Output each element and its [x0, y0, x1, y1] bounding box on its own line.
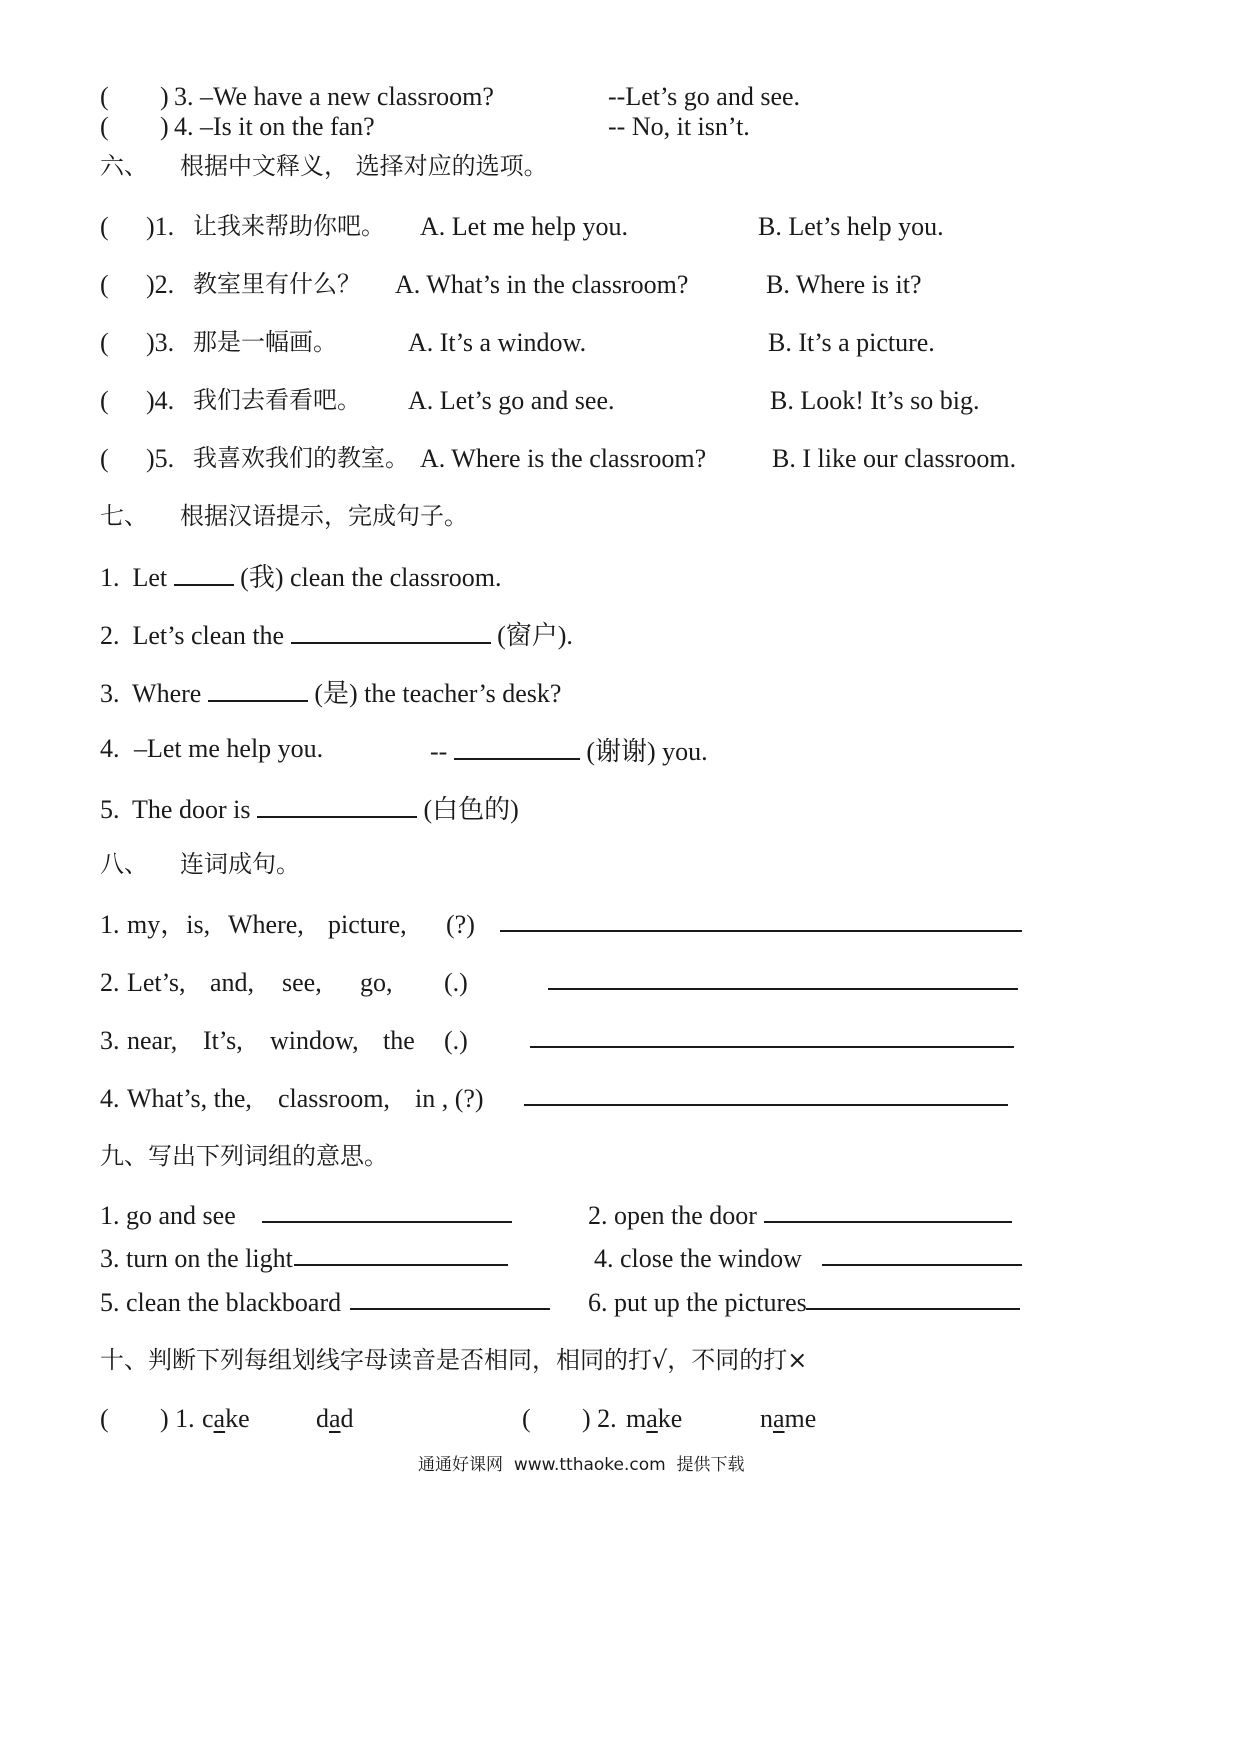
phrase: 2. open the door	[588, 1201, 757, 1230]
sentence-end: the teacher’s desk?	[364, 679, 562, 708]
chinese-hint: (我)	[240, 563, 284, 592]
item-number: )3.	[146, 328, 175, 357]
word: Where,	[228, 910, 304, 939]
chinese-prompt: 让我来帮助你吧。	[193, 212, 385, 240]
sentence-start: Let’s clean the	[132, 621, 285, 650]
section7-heading: 根据汉语提示，完成句子。	[180, 502, 468, 530]
letters: c	[202, 1404, 214, 1433]
item-number: 4.	[100, 1084, 120, 1113]
fill-blank[interactable]	[454, 736, 580, 760]
fill-blank[interactable]	[291, 620, 491, 644]
fill-blank[interactable]	[208, 678, 308, 702]
item-number: 1.	[100, 563, 120, 592]
underlined-letter: a	[646, 1404, 658, 1433]
section9-heading: 九、写出下列词组的意思。	[100, 1142, 388, 1170]
page-footer	[418, 1457, 745, 1474]
word-1	[626, 1406, 682, 1432]
item-number: 1.	[100, 910, 120, 939]
answer-paren[interactable]: (	[100, 386, 109, 415]
footer-url[interactable]: www.tthaoke.com	[513, 1455, 666, 1475]
item-number: 3.	[174, 82, 194, 111]
option-a: A. Where is the classroom?	[420, 444, 707, 473]
option-a: A. Let’s go and see.	[408, 386, 615, 415]
section6-heading: 根据中文释义， 选择对应的选项。	[180, 152, 548, 180]
answer-line[interactable]	[262, 1221, 512, 1223]
answer-line[interactable]	[806, 1308, 1020, 1310]
question-text: –Is it on the fan?	[200, 112, 375, 141]
footer-site-name: 通通好课网	[418, 1455, 503, 1475]
item-number: 2.	[100, 968, 120, 997]
item-number: 5.	[100, 795, 120, 824]
word: in , (?)	[415, 1084, 484, 1113]
letters: d	[316, 1404, 329, 1433]
answer-paren[interactable]: (	[100, 328, 109, 357]
word: near,	[127, 1026, 178, 1055]
letters: m	[626, 1404, 647, 1433]
word: see,	[282, 968, 322, 997]
chinese-hint: (谢谢)	[586, 737, 656, 766]
option-a: A. What’s in the classroom?	[395, 270, 689, 299]
phrase: 1. go and see	[100, 1201, 236, 1230]
section7-item-5	[100, 794, 519, 823]
answer-line[interactable]	[524, 1104, 1008, 1106]
sentence-start: Where	[132, 679, 202, 708]
item-number: 3.	[100, 679, 120, 708]
item-number: 3.	[100, 1026, 120, 1055]
option-b: B. It’s a picture.	[768, 328, 935, 357]
chinese-hint: (白色的)	[423, 795, 519, 824]
answer-line[interactable]	[822, 1264, 1022, 1266]
section7-item-3	[100, 678, 561, 707]
item-number: )4.	[146, 386, 175, 415]
sentence-start: The door is	[132, 795, 251, 824]
answer-paren[interactable]: (	[100, 444, 109, 473]
question-text: –We have a new classroom?	[200, 82, 494, 111]
word: (.)	[444, 1026, 468, 1055]
phrase: 6. put up the pictures	[588, 1288, 807, 1317]
answer-text: --Let’s go and see.	[608, 82, 801, 111]
word-2	[760, 1406, 816, 1432]
option-b: B. Let’s help you.	[758, 212, 944, 241]
fill-blank[interactable]	[174, 562, 234, 586]
item-number: 4.	[100, 734, 120, 763]
section7-number: 七、	[100, 502, 148, 530]
section7-item-1	[100, 562, 502, 591]
letters: ke	[657, 1404, 683, 1433]
underlined-letter: a	[773, 1404, 785, 1433]
chinese-prompt: 我们去看看吧。	[193, 386, 361, 414]
word: my，is,	[127, 910, 211, 939]
chinese-prompt: 教室里有什么？	[193, 270, 361, 298]
answer-paren-close: )	[160, 112, 169, 141]
answer-line[interactable]	[350, 1308, 550, 1310]
dash: --	[430, 737, 448, 766]
word-2	[316, 1406, 354, 1432]
item-number: ) 2.	[582, 1404, 617, 1433]
section8-heading: 连词成句。	[180, 850, 300, 878]
section7-item-2	[100, 620, 573, 649]
option-b: B. I like our classroom.	[772, 444, 1017, 473]
word-1	[202, 1406, 250, 1432]
chinese-prompt: 我喜欢我们的教室。	[193, 444, 409, 472]
answer-paren-close: )	[160, 82, 169, 111]
word: the	[383, 1026, 415, 1055]
sentence-end: you.	[662, 737, 708, 766]
item-number: ) 1.	[160, 1404, 195, 1433]
phrase: 3. turn on the light	[100, 1244, 293, 1273]
letters: n	[760, 1404, 773, 1433]
sentence-start: –Let me help you.	[134, 734, 324, 763]
word: What’s, the,	[127, 1084, 252, 1113]
section6-number: 六、	[100, 152, 148, 180]
item-number: )1.	[146, 212, 175, 241]
answer-paren-open[interactable]: (	[100, 82, 109, 111]
word: go,	[360, 968, 393, 997]
footer-suffix: 提供下载	[676, 1455, 745, 1475]
answer-paren[interactable]: (	[100, 270, 109, 299]
phrase: 5. clean the blackboard	[100, 1288, 342, 1317]
chinese-prompt: 那是一幅画。	[193, 328, 337, 356]
item-number: )2.	[146, 270, 175, 299]
answer-paren[interactable]: (	[522, 1404, 531, 1433]
word: (.)	[444, 968, 468, 997]
word: classroom,	[278, 1084, 390, 1113]
word: (?)	[446, 910, 475, 939]
word: window,	[270, 1026, 359, 1055]
chinese-hint: (窗户).	[497, 621, 573, 650]
word: It’s,	[203, 1026, 243, 1055]
answer-paren[interactable]: (	[100, 1404, 109, 1433]
word: Let’s,	[127, 968, 186, 997]
answer-line[interactable]	[530, 1046, 1014, 1048]
option-a: A. Let me help you.	[420, 212, 628, 241]
option-b: B. Look! It’s so big.	[770, 386, 980, 415]
underlined-letter: a	[213, 1404, 226, 1433]
section10-heading: 十、判断下列每组划线字母读音是否相同，相同的打√，不同的打×	[100, 1346, 808, 1374]
underlined-letter: a	[329, 1404, 341, 1433]
response	[430, 736, 708, 765]
item-number: 4.	[174, 112, 194, 141]
answer-line[interactable]	[548, 988, 1018, 990]
answer-paren[interactable]: (	[100, 212, 109, 241]
option-b: B. Where is it?	[766, 270, 922, 299]
section8-number: 八、	[100, 850, 148, 878]
phrase: 4. close the window	[594, 1244, 802, 1273]
option-a: A. It’s a window.	[408, 328, 587, 357]
answer-line[interactable]	[764, 1221, 1012, 1223]
answer-line[interactable]	[294, 1264, 508, 1266]
letters: d	[340, 1404, 354, 1433]
word: picture,	[328, 910, 407, 939]
item-number: 2.	[100, 621, 120, 650]
chinese-hint: (是)	[314, 679, 358, 708]
letters: ke	[225, 1404, 250, 1433]
answer-paren-open[interactable]: (	[100, 112, 109, 141]
letters: me	[784, 1404, 817, 1433]
fill-blank[interactable]	[257, 794, 417, 818]
sentence-start: Let	[132, 563, 168, 592]
word: and,	[210, 968, 255, 997]
answer-text: -- No, it isn’t.	[608, 112, 750, 141]
answer-line[interactable]	[500, 930, 1022, 932]
item-number: )5.	[146, 444, 175, 473]
sentence-end: clean the classroom.	[289, 563, 502, 592]
